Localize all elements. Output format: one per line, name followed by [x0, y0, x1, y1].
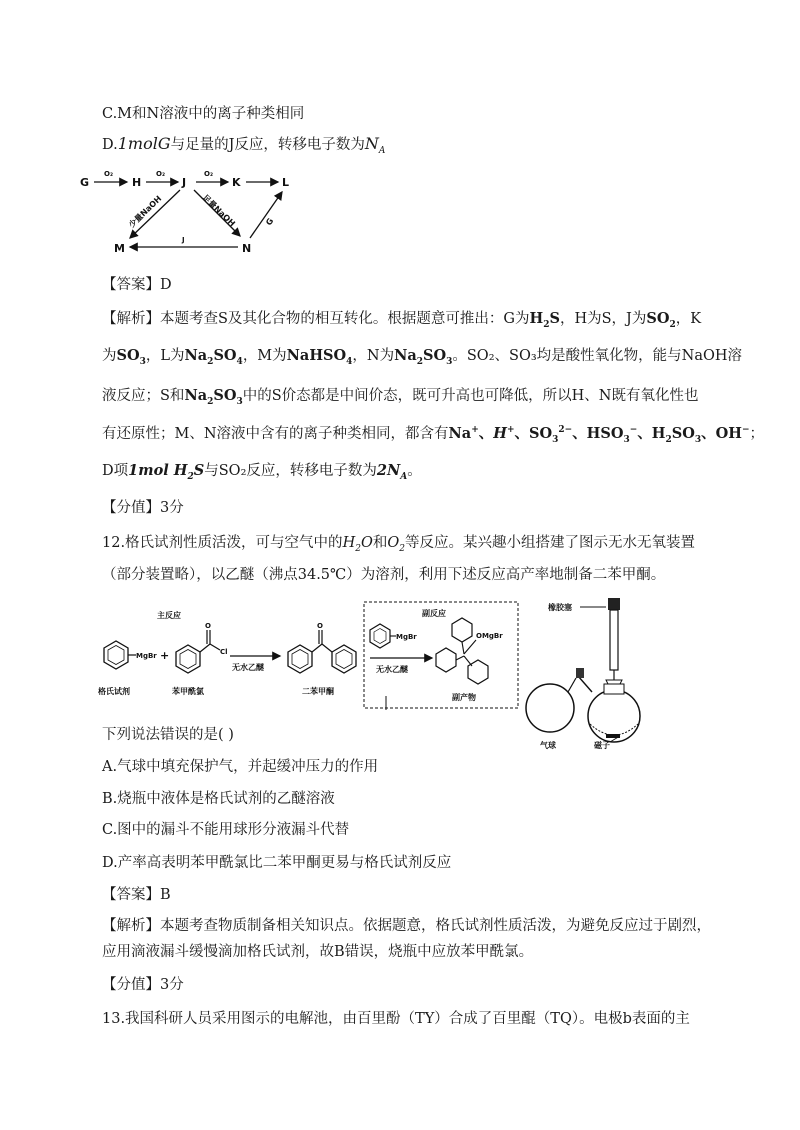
q11-analysis-line-4: 有还原性；M、N溶液中含有的离子种类相同，都含有Na+、H+、$SO_3^{2-}$、$HSO_3^-$、$H_2SO_3$、OH−； — [102, 425, 765, 445]
q12-option-d: D.产率高表明苯甲酰氯比二苯甲酮更易与格氏试剂反应 — [102, 855, 452, 871]
balloon-label: 气球 — [540, 741, 556, 750]
svg-text:MgBr: MgBr — [136, 652, 157, 660]
byproduct-structure — [436, 618, 503, 684]
node-m: M — [114, 242, 125, 255]
node-l: L — [282, 176, 290, 189]
svg-text:+: + — [160, 649, 170, 662]
q12-analysis-line-2: 应用滴液漏斗缓慢滴加格氏试剂，故B错误，烧瓶中应放苯甲酰氯。 — [102, 944, 534, 960]
sulfur-conversion-diagram — [70, 160, 310, 260]
svg-text:G: G — [264, 216, 276, 228]
svg-text:OMgBr: OMgBr — [476, 632, 503, 640]
svg-text:O: O — [205, 622, 211, 630]
svg-text:O₂: O₂ — [156, 170, 166, 178]
q11-answer: 【答案】D — [102, 277, 172, 293]
svg-text:少量NaOH: 少量NaOH — [127, 194, 164, 230]
benzoyl-chloride-structure — [176, 622, 228, 673]
node-h: H — [132, 176, 142, 189]
q12-answer: 【答案】B — [102, 887, 171, 903]
svg-text:足量NaOH: 足量NaOH — [200, 192, 237, 229]
node-k: K — [232, 176, 241, 189]
apparatus — [526, 598, 640, 750]
q11-analysis-line-2: 为$SO_3$，L为$Na_2SO_4$，M为NaHSO$_4$，N为$Na_2SO_3$。SO₂、SO₃均是酸性氧化物，能与NaOH溶 — [102, 347, 743, 367]
svg-text:无水乙醚: 无水乙醚 — [376, 665, 408, 674]
grignard-reagent-structure — [104, 641, 169, 669]
side-reaction-label: 副反应 — [422, 609, 446, 618]
q12-stem-line-2: （部分装置略），以乙醚（沸点34.5℃）为溶剂，利用下述反应高产率地制备二苯甲酮。 — [102, 567, 666, 583]
q12-option-b: B.烧瓶中液体是格氏试剂的乙醚溶液 — [102, 791, 335, 807]
q11-option-d: D.1molG与足量的J反应，转移电子数为$N_A$ — [102, 134, 386, 156]
q13-stem: 13.我国科研人员采用图示的电解池，由百里酚（TY）合成了百里醌（TQ）。电极b表面的主 — [102, 1011, 690, 1027]
q11-analysis-line-5: D项1mol $H_2S$与SO₂反应，转移电子数为$2N_A$。 — [102, 462, 422, 482]
stirrer-label: 磁子 — [594, 741, 610, 750]
svg-text:J: J — [182, 236, 185, 244]
svg-text:O₂: O₂ — [104, 170, 114, 178]
grignard-label: 格氏试剂 — [98, 687, 130, 696]
node-g: G — [80, 176, 90, 189]
benzophenone-label: 二苯甲酮 — [302, 687, 334, 696]
q12-option-c: C.图中的漏斗不能用球形分液漏斗代替 — [102, 822, 350, 838]
svg-text:无水乙醚: 无水乙醚 — [232, 663, 264, 672]
stopper-label: 橡胶塞 — [548, 603, 572, 612]
svg-text:Cl: Cl — [220, 648, 228, 656]
q12-option-a: A.气球中填充保护气，并起缓冲压力的作用 — [102, 759, 379, 775]
node-j: J — [182, 176, 187, 189]
side-grignard-structure — [370, 624, 417, 648]
q11-analysis-line-1: 【解析】本题考查S及其化合物的相互转化。根据题意可推出：G为$H_2S$，H为S，J为$SO_2$，K — [102, 310, 702, 330]
q12-question: 下列说法错误的是( ) — [102, 727, 234, 743]
q12-analysis-line-1: 【解析】本题考查物质制备相关知识点。依据题意，格氏试剂性质活泼，为避免反应过于剧烈， — [102, 918, 711, 934]
q12-stem-line-1: 12.格氏试剂性质活泼，可与空气中的$H_2O$和$O_2$等反应。某兴趣小组搭建了图示无水无氧装置 — [102, 535, 695, 554]
byproduct-label: 副产物 — [452, 693, 476, 702]
q11-analysis-line-3: 液反应；S和$Na_2SO_3$中的S价态都是中间价态，既可升高也可降低，所以H、N既有氧化性也 — [102, 387, 699, 407]
main-reaction-label: 主反应 — [157, 611, 181, 620]
svg-text:O: O — [317, 622, 323, 630]
q12-score: 【分值】3分 — [102, 977, 184, 993]
node-n: N — [242, 242, 252, 255]
q11-option-c: C.M和N溶液中的离子种类相同 — [102, 106, 305, 122]
q11-score: 【分值】3分 — [102, 500, 184, 516]
svg-text:O₂: O₂ — [204, 170, 214, 178]
svg-text:MgBr: MgBr — [396, 633, 417, 641]
benzoyl-chloride-label: 苯甲酰氯 — [172, 687, 204, 696]
benzophenone-structure — [288, 622, 356, 673]
